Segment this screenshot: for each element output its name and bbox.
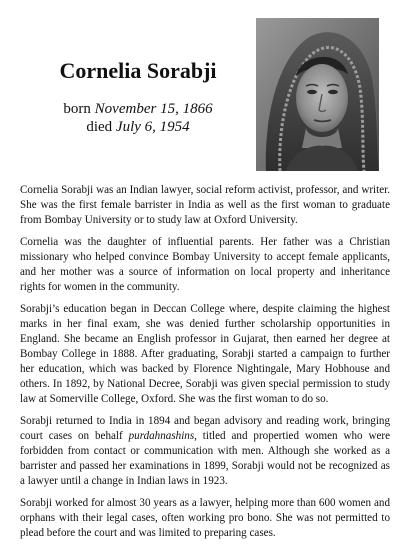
died-line xyxy=(28,118,248,136)
paragraph-intro: Cornelia Sorabji was an Indian lawyer, social reform activist, professor, and writer. She was the first female barrister in India as well as the first woman to graduate from Bombay University or to study law at Oxford University. xyxy=(20,184,390,226)
died-date: July 6, 1954 xyxy=(115,119,190,135)
paragraph-return-india xyxy=(20,414,390,489)
died-prefix: died xyxy=(86,119,113,135)
header xyxy=(0,0,260,180)
term-purdahnashins: purdahnashins xyxy=(128,430,195,442)
paragraph-parents: Cornelia was the daughter of influential parents. Her father was a Christian missionary who helped convince Bombay University to accept female applicants, and her mother was a source of information on local property and inheritance rights for women in the community. xyxy=(20,236,390,293)
person-name: Cornelia Sorabji xyxy=(59,58,217,83)
paragraph-legacy: Sorabji worked for almost 30 years as a lawyer, helping more than 600 women and orphans with their legal cases, often working pro bono. She was not permitted to plead before the court and was limited to preparing cases. xyxy=(20,497,390,539)
biography-text xyxy=(20,183,390,548)
born-line xyxy=(28,100,248,118)
portrait-photo xyxy=(256,18,379,171)
paragraph-return-india-end: , titled and propertied women who were forbidden from contact or communication with men. Although she worked as a barrister and passed her examinations in 1899, Sorabji would not be recognized as a lawyer until a change in Indian laws in 1923. xyxy=(20,430,390,487)
born-date: November 15, 1866 xyxy=(94,101,213,117)
paragraph-education: Sorabji’s education began in Deccan College where, despite claiming the highest marks in her final exam, she was denied further scholarship opportunities in England. She became an English professor in Gujarat, then earned her degree at Bombay College in 1888. After graduating, Sorabji started a campaign to further her education, which was backed by Florence Nightingale, Mary Hobhouse and others. In 1892, by National Decree, Sorabji was given special permission to study law at Somerville College, Oxford. She was the first woman to do so. xyxy=(20,303,390,405)
born-prefix: born xyxy=(63,101,91,117)
portrait-photo-icon xyxy=(256,18,379,171)
life-dates xyxy=(28,100,248,136)
paragraph-return-india-start: Sorabji returned to India in 1894 and began advisory and reading work, bringing court cases on behalf xyxy=(20,415,390,442)
